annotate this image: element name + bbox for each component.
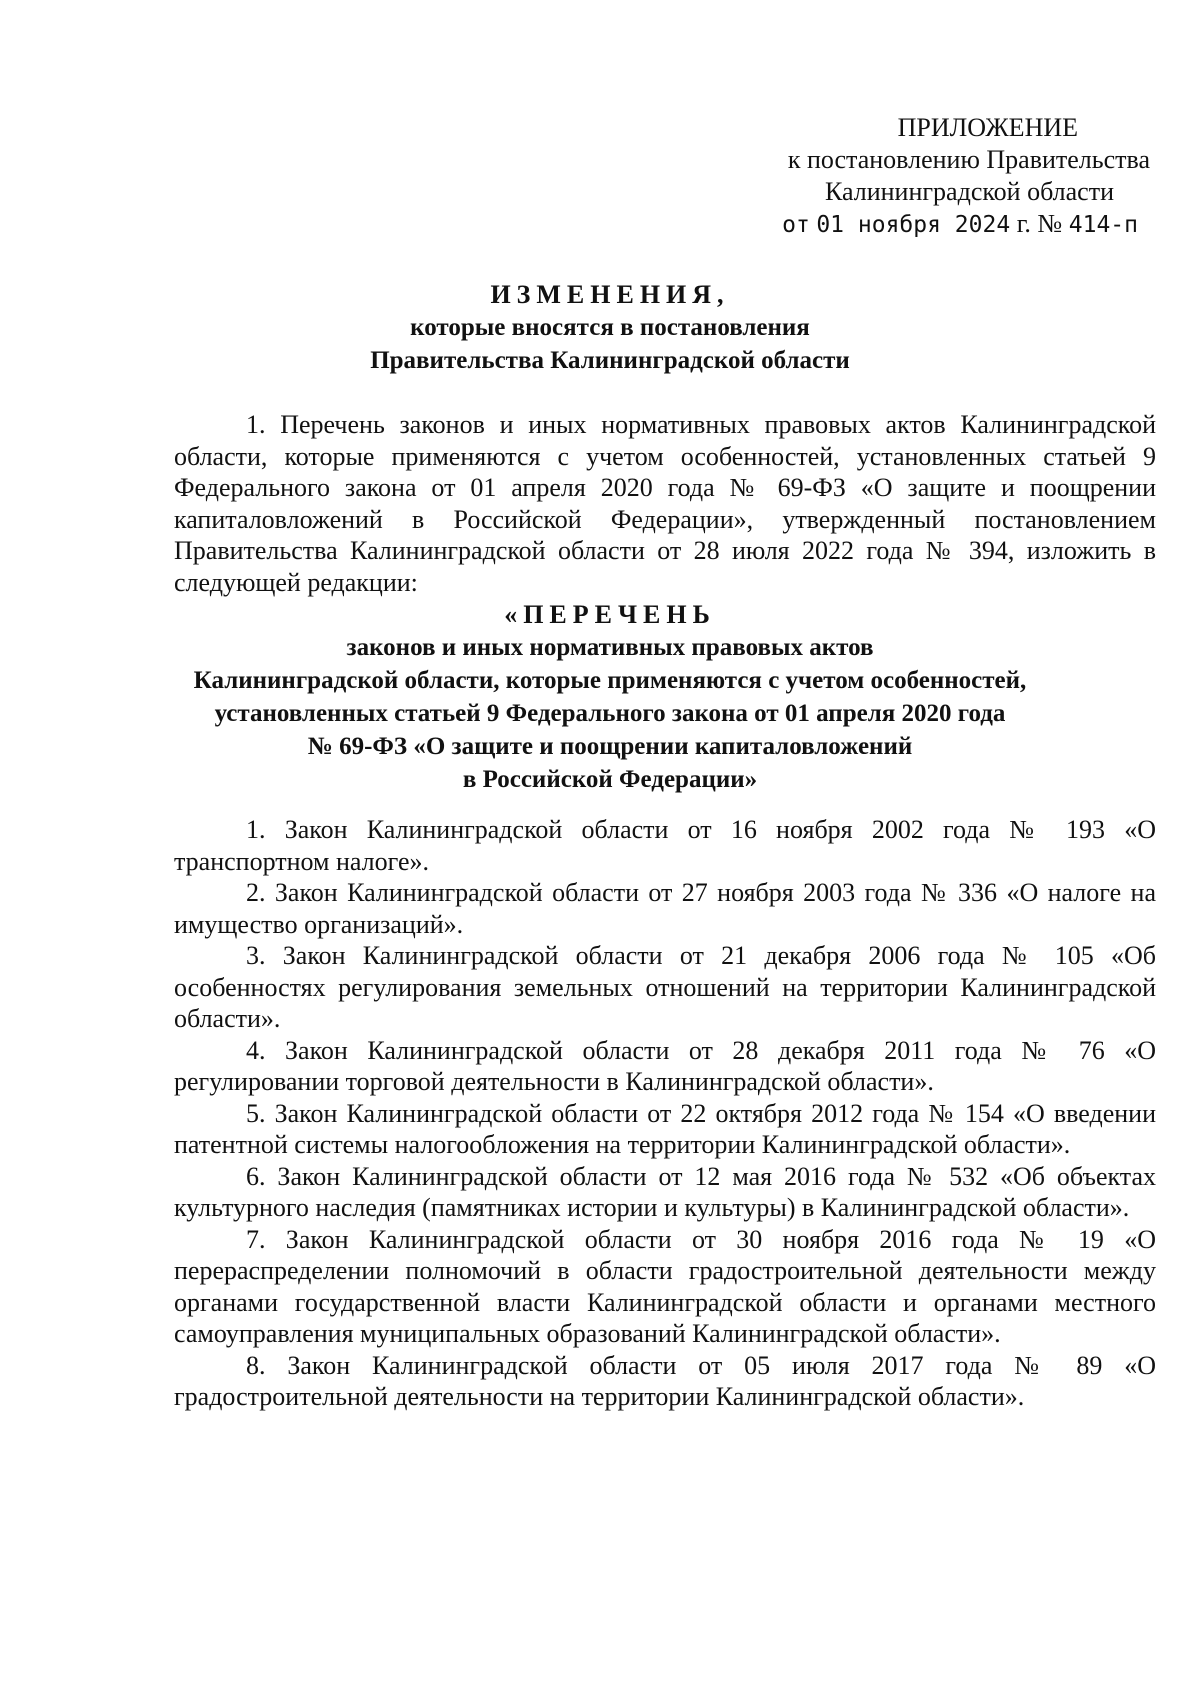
changes-heading: ИЗМЕНЕНИЯ, (490, 280, 730, 309)
list-subheading-1: законов и иных нормативных правовых актов (346, 634, 874, 661)
appendix-date-prefix: от (782, 212, 810, 238)
list-item-4: 4. Закон Калининградской области от 28 декабря 2011 года № 76 «О регулировании торговой деятельности в Калининградской области». (174, 1035, 1156, 1096)
list-subheading-3: установленных статьей 9 Федерального закона от 01 апреля 2020 года (214, 700, 1006, 727)
changes-subheading-1: которые вносятся в постановления (410, 314, 810, 341)
list-item-2: 2. Закон Калининградской области от 27 ноября 2003 года № 336 «О налоге на имущество организаций». (174, 878, 1156, 939)
list-item-8: 8. Закон Калининградской области от 05 июля 2017 года № 89 «О градостроительной деятельности на территории Калининградской области». (174, 1350, 1156, 1411)
list-heading: «ПЕРЕЧЕНЬ (504, 600, 716, 629)
list-title (170, 598, 1050, 796)
list-item-5: 5. Закон Калининградской области от 22 октября 2012 года № 154 «О введении патентной системы налогообложения на территории Калининградской области». (174, 1098, 1156, 1159)
law-list (174, 814, 1156, 1413)
changes-title (170, 278, 1050, 377)
appendix-number-label: г. № (1016, 209, 1063, 238)
list-item-7: 7. Закон Калининградской области от 30 ноября 2016 года № 19 «О перераспределении полномочий в области градостроительной деятельности между органами государственной власти Калининградской области и органами местного самоуправления муниципальных образований Калининградской области». (174, 1224, 1156, 1348)
appendix-resolution-line: к постановлению Правительства (787, 145, 1150, 174)
list-subheading-2: Калининградской области, которые применяются с учетом особенностей, (193, 667, 1027, 694)
list-subheading-4: № 69-ФЗ «О защите и поощрении капиталовложений (307, 733, 913, 760)
changes-subheading-2: Правительства Калининградской области (370, 347, 850, 374)
list-item-1: 1. Закон Калининградской области от 16 ноября 2002 года № 193 «О транспортном налоге». (174, 815, 1156, 876)
list-subheading-5: в Российской Федерации» (462, 766, 758, 793)
appendix-number: 414-п (1068, 212, 1138, 238)
appendix-date-line (690, 208, 1150, 241)
appendix-header (690, 112, 1150, 241)
appendix-label: ПРИЛОЖЕНИЕ (897, 113, 1078, 142)
list-item-3: 3. Закон Калининградской области от 21 декабря 2006 года № 105 «Об особенностях регулирования земельных отношений на территории Калининградской области». (174, 941, 1156, 1033)
appendix-region-line: Калининградской области (824, 177, 1114, 206)
list-item-6: 6. Закон Калининградской области от 12 мая 2016 года № 532 «Об объектах культурного наследия (памятниках истории и культуры) в Калининградской области». (174, 1161, 1156, 1222)
intro-paragraph-text: 1. Перечень законов и иных нормативных правовых актов Калининградской области, которые применяются с учетом особенностей, установленных статьей 9 Федерального закона от 01 апреля 2020 года № 69-ФЗ «О защите и поощрении капиталовложений в Российской Федерации», утвержденный постановлением Правительства Калининградской области от 28 июля 2022 года № 394, изложить в следующей редакции: (174, 410, 1156, 597)
intro-paragraph (174, 409, 1156, 598)
appendix-date: 01 ноября 2024 (816, 212, 1011, 238)
